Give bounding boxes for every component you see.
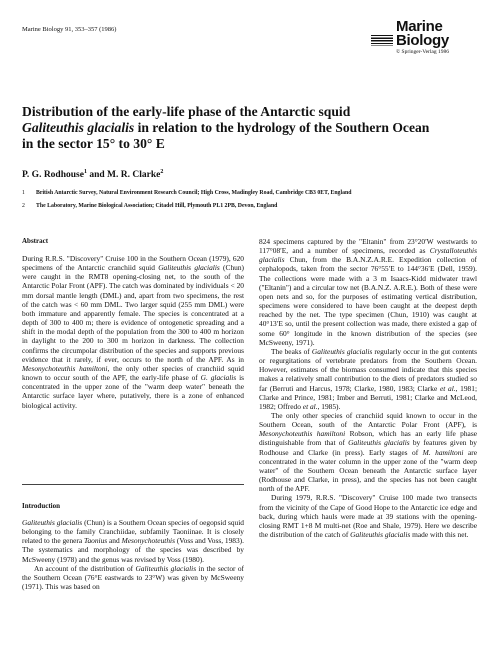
text-run: regularly occur in the gut contents or regurgitations of vertebrate predators from the Southern Ocean. However, estimates of the biomass consumed indicate that this species makes a relatively small contribution to the diets of predators studied so far (Berruti and Harcus, 1978; Clarke, 1980, 1983; Clarke bbox=[259, 346, 477, 393]
author-1: P. G. Rodhouse bbox=[22, 170, 84, 181]
introduction-heading: Introduction bbox=[22, 502, 60, 510]
text-run: , 1985). bbox=[317, 401, 341, 411]
text-run: An account of the distribution of bbox=[34, 563, 136, 573]
italic-term: Galiteuthis glacialis bbox=[135, 563, 197, 573]
journal-logo bbox=[371, 20, 471, 55]
italic-term: G. glacialis bbox=[200, 373, 237, 383]
author-2-affil-mark: 2 bbox=[160, 169, 164, 175]
author-2: M. R. Clarke bbox=[107, 170, 161, 181]
text-run: and bbox=[107, 536, 122, 546]
logo-biology-text: Biology bbox=[396, 32, 449, 49]
introduction-body bbox=[22, 518, 244, 591]
italic-term: Galiteuthis glacialis bbox=[158, 263, 220, 273]
text-run: , 1981; Clarke and Prince, 1981; Imber and Berruti, 1981; Clarke and McLeod, 1982; Offredo bbox=[259, 383, 477, 411]
text-run: by features given by Rodhouse and Clarke (in press). Early stages of bbox=[259, 438, 478, 457]
abstract-paragraph bbox=[22, 254, 244, 410]
text-run: During R.R.S. "Discovery" Cruise 100 in the Southern Ocean (1979), 620 specimens of the Antarctic cranchiid squid bbox=[22, 254, 244, 273]
body-paragraph bbox=[22, 564, 244, 591]
text-run: are concentrated in the water column in the upper zone of the "warm deep water" of the Southern Ocean beneath the Antarctic surface layer (Rodhouse and Clarke, in press), and the species has not been caught north of the APF. bbox=[259, 447, 477, 494]
text-run: made with this net. bbox=[410, 530, 469, 539]
italic-term: Mesonychoteuthis hamiltoni bbox=[22, 363, 108, 373]
italic-term: M. hamiltoni bbox=[422, 447, 464, 457]
italic-term: Galiteuthis glacialis bbox=[350, 530, 411, 539]
italic-term: Galiteuthis glacialis bbox=[22, 518, 83, 527]
italic-term: Taonius bbox=[84, 536, 108, 546]
affiliation-2-text: The Laboratory, Marine Biological Association; Citadel Hill, Plymouth PL1 2PB, Devon, England bbox=[36, 203, 278, 209]
text-run: The only other species of cranchiid squid known to occur in the Southern Ocean, south of the Antarctic Polar Front (APF), is bbox=[259, 410, 477, 430]
abstract-divider bbox=[22, 484, 244, 485]
affiliation-2 bbox=[22, 203, 277, 209]
logo-marine-text: Marine bbox=[396, 18, 443, 35]
text-run: Robson, which has an early life phase distinguishable from that of bbox=[259, 429, 477, 448]
text-run: (Chun) were caught in the RMT8 opening-closing net, to the south of the Antarctic Polar Front (APF). The catch was dominated by individuals < 20 mm dorsal mantle length (DML) and, apart from two specimens, the rest of the catch was < 60 mm DML. Two larger squid (255 mm DML) were both immature and apparently female. The species is concentrated at a depth of 300 to 400 m; there is evidence of ontogenetic spreading and a shift in the modal depth of the population from the 300 to 400 m horizon in daylight to the 200 to 300 m horizon in darkness. The collection confirms the circumpolar distribution of the species and supports previous evidence that it rarely, if ever, occurs to the north of the APF. As in bbox=[22, 263, 244, 364]
text-run: (Chun) is a Southern Ocean species of oegopsid squid belonging to the family Cranchiidae, subfamily Taoniinae. It is closely related to the genera bbox=[22, 518, 244, 546]
affiliation-1-text: British Antarctic Survey, Natural Environment Research Council; High Cross, Madingley Road, Cambridge CB3 0ET, England bbox=[36, 190, 352, 196]
italic-term: Mesonychoteuthis hamiltoni bbox=[259, 429, 346, 439]
abstract-heading: Abstract bbox=[22, 237, 49, 245]
italic-term: Crystalloteuthis glacialis bbox=[259, 246, 477, 265]
title-line-2 bbox=[22, 120, 482, 136]
author-list bbox=[22, 169, 163, 180]
text-run: is concentrated in the upper zone of the "warm deep water" beneath the Antarctic surface layer where, putatively, there is a zone of enhanced biological activity. bbox=[22, 373, 244, 410]
article-title bbox=[22, 104, 482, 152]
affiliation-1 bbox=[22, 190, 351, 196]
italic-term: Galiteuthis glacialis bbox=[311, 346, 373, 356]
text-run: , the only other species of cranchiid squid known to occur south of the APF, the early-life phase of bbox=[22, 363, 244, 383]
journal-reference: Marine Biology 91, 353–357 (1986) bbox=[22, 26, 117, 33]
italic-term: et al. bbox=[302, 401, 318, 411]
body-paragraph bbox=[259, 411, 477, 493]
italic-term: et al. bbox=[439, 383, 456, 393]
title-line-2-rest: in relation to the hydrology of the Southern Ocean bbox=[134, 120, 430, 135]
body-paragraph bbox=[259, 347, 477, 411]
italic-term: Galiteuthis glacialis bbox=[348, 438, 410, 448]
affiliation-1-number: 1 bbox=[22, 190, 25, 196]
text-run: in the sector of the Southern Ocean (76°E eastwards to 23°W) was given by McSweeny (1971). This was based on bbox=[22, 563, 244, 592]
author-1-affil-mark: 1 bbox=[83, 169, 87, 175]
right-column-body bbox=[259, 237, 477, 539]
publisher-copyright: © Springer-Verlag 1986 bbox=[396, 49, 449, 55]
text-run: 824 specimens captured by the "Eltanin" from 23°20′W westwards to 117°08′E, and a number of specimens, recorded as bbox=[259, 237, 477, 256]
text-run: (Voss and Voss, 1983). The systematics and morphology of the species was described by McSweeny (1978) and the genus was revised by Voss (1980). bbox=[22, 536, 244, 564]
author-conjunction: and bbox=[86, 170, 108, 181]
title-species: Galiteuthis glacialis bbox=[22, 120, 135, 135]
body-paragraph bbox=[259, 493, 477, 539]
title-line-1: Distribution of the early-life phase of the Antarctic squid bbox=[22, 104, 351, 119]
text-run: Chun, from the B.A.N.Z.A.R.E. Expedition collection of cephalopods, taken from the sector 76°55′E to 144°36′E (Dell, 1959). The collections were made with a 3 m Isaacs-Kidd midwater trawl ("Eltanin") and a circular tow net (B.A.N.Z. A.R.E.). Both of these were open nets and so, for the purposes of estimating vertical distribution, specimens were considered to have been caught at the deepest depth reached by the net. The type specimen (Chun, 1910) was caught at 40°13′E so, until the present collection was made, there existed a gap of some 60° longitude in the known distribution of the species (see McSweeny, 1971). bbox=[259, 255, 477, 347]
text-run: During 1979, R.R.S. "Discovery" Cruise 100 made two transects from the vicinity of the Cape of Good Hope to the Antarctic ice edge and back, during which hauls were made at 39 stations with the opening-closing RMT 1+8 M multi-net (Roe and Shale, 1979). Here we describe the distribution of the catch of bbox=[259, 493, 477, 539]
affiliation-2-number: 2 bbox=[22, 203, 25, 209]
body-paragraph bbox=[22, 518, 244, 564]
body-paragraph bbox=[259, 237, 477, 347]
text-run: The beaks of bbox=[271, 346, 312, 356]
logo-stripes-icon bbox=[371, 35, 393, 46]
italic-term: Mesonychoteuthis bbox=[121, 536, 175, 546]
title-line-3: in the sector 15° to 30° E bbox=[22, 136, 165, 151]
abstract-body bbox=[22, 254, 244, 410]
